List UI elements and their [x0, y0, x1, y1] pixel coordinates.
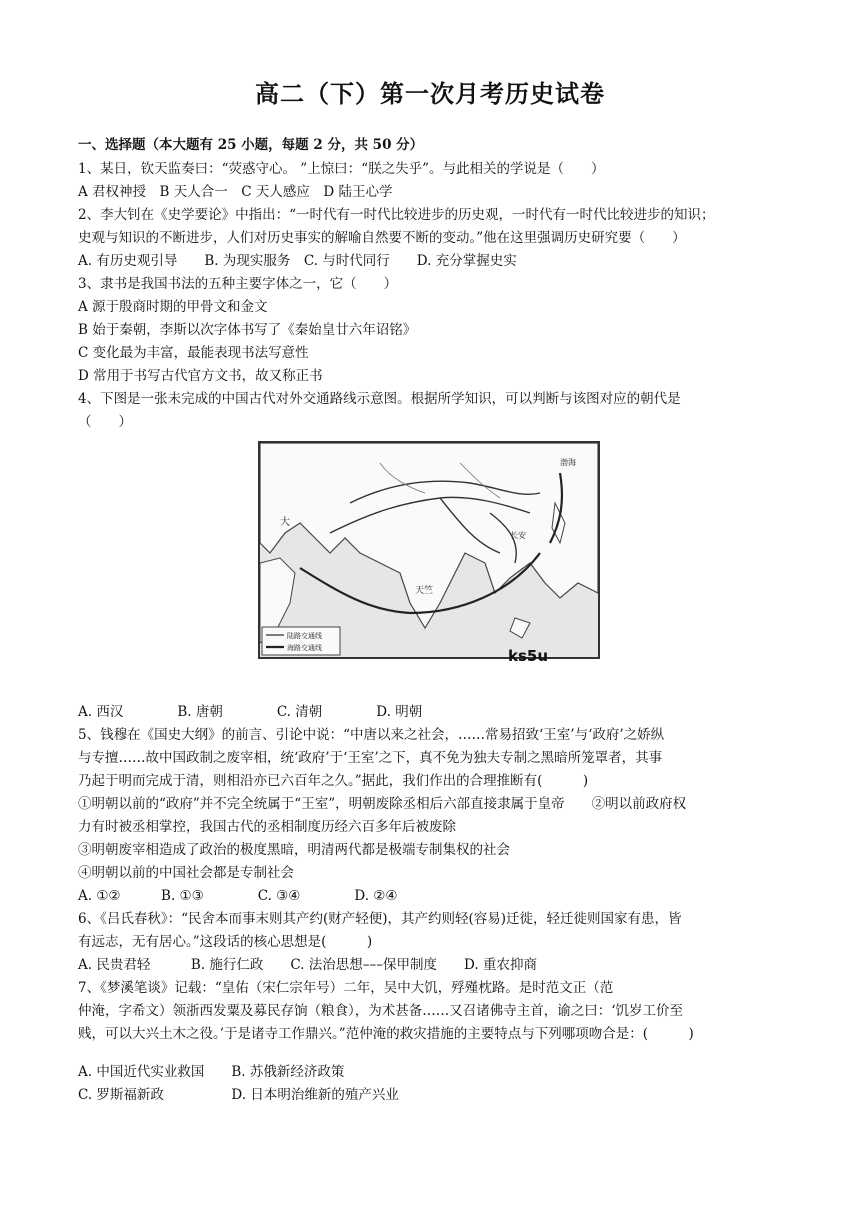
text-line: A. 中国近代实业救国 B. 苏俄新经济政策: [78, 1064, 345, 1080]
text-line: 6、《吕氏春秋》：“民舍本而事末则其产约(财产轻便)，其产约则轻(容易)迁徙，轻迁徙则国家有患，皆: [78, 911, 682, 927]
section-heading: 一、选择题（本大题有 25 小题，每题 2 分，共 50 分）: [78, 137, 424, 153]
text-line: 仲淹，字希文）领浙西发粟及募民存饷（粮食），为术甚备……又召诸佛寺主首，谕之曰：‘饥岁工价至: [78, 1003, 684, 1019]
text-line: A. 民贵君轻 B. 施行仁政 C. 法治思想–––保甲制度 D. 重农抑商: [78, 957, 537, 973]
text-line: 乃起于明而完成于清，则相沿亦已六百年之久。”据此，我们作出的合理推断有( ): [78, 773, 589, 789]
text-line: 贱，可以大兴土木之役。’于是诸寺工作鼎兴。”范仲淹的救灾措施的主要特点与下列哪项吻合是：( ): [78, 1026, 694, 1042]
text-line: A 君权神授 B 天人合一 C 天人感应 D 陆王心学: [78, 184, 393, 200]
text-line: （ ）: [78, 414, 132, 430]
text-line: 2、李大钊在《史学要论》中指出：“一时代有一时代比较进步的历史观，一时代有一时代比较进步的知识；: [78, 207, 715, 223]
text-line: 7、《梦溪笔谈》记载：“皇佑（宋仁宗年号）二年，吴中大饥，殍殣枕路。是时范文正（范: [78, 980, 614, 996]
text-line: C. 罗斯福新政 D. 日本明治维新的殖产兴业: [78, 1087, 399, 1103]
text-line: A. 西汉 B. 唐朝 C. 清朝 D. 明朝: [78, 704, 423, 720]
text-line: D 常用于书写古代官方文书，故又称正书: [78, 368, 323, 384]
legend-sea-route: 海路交通线: [287, 644, 322, 652]
map-label: 天竺: [415, 586, 434, 596]
text-line: 1、某日，钦天监奏曰：“荧惑守心。 ”上惊曰：“朕之失乎”。与此相关的学说是（ ）: [78, 161, 605, 177]
text-line: ①明朝以前的“政府”并不完全统属于“王室”，明朝废除丞相后六部直接隶属于皇帝 ②明以前政府权: [78, 796, 687, 812]
text-line: 5、钱穆在《国史大纲》的前言、引论中说：“中唐以来之社会，……常易招致‘王室’与‘政府’之娇纵: [78, 727, 665, 743]
text-line: A 源于殷商时期的甲骨文和金文: [78, 299, 268, 315]
text-line: A. ①② B. ①③ C. ③④ D. ②④: [78, 888, 398, 904]
map-drawing: [260, 443, 598, 657]
watermark: ks5u: [508, 647, 549, 665]
map-label: 长安: [510, 531, 526, 540]
legend-land-route: 陆路交通线: [287, 632, 322, 640]
text-line: 力有时被丞相掌控，我国古代的丞相制度历经六百多年后被废除: [78, 819, 456, 835]
text-line: 与专擅……故中国政制之废宰相，统‘政府’于‘王室’之下，真不免为独夫专制之黑暗所笼罩者，其事: [78, 750, 663, 766]
text-line: 史观与知识的不断进步，人们对历史事实的解喻自然要不断的变动。”他在这里强调历史研究要（ ）: [78, 230, 686, 246]
text-line: A. 有历史观引导 B. 为现实服务 C. 与时代同行 D. 充分掌握史实: [78, 253, 517, 269]
text-line: 4、下图是一张未完成的中国古代对外交通路线示意图。根据所学知识，可以判断与该图对应的朝代是: [78, 391, 681, 407]
text-line: 有远志，无有居心。”这段话的核心思想是( ): [78, 934, 373, 950]
trade-route-map: [258, 441, 600, 659]
text-line: B 始于秦朝，李斯以次字体书写了《秦始皇廿六年诏铭》: [78, 322, 417, 338]
text-line: ④明朝以前的中国社会都是专制社会: [78, 865, 294, 881]
map-label: 大: [280, 517, 290, 528]
text-line: ③明朝废宰相造成了政治的极度黑暗，明清两代都是极端专制集权的社会: [78, 842, 510, 858]
map-label: 渤海: [560, 458, 576, 467]
page-title: 高二（下）第一次月考历史试卷: [255, 80, 605, 108]
text-line: C 变化最为丰富，最能表现书法写意性: [78, 345, 309, 361]
text-line: 3、隶书是我国书法的五种主要字体之一，它（ ）: [78, 276, 398, 292]
